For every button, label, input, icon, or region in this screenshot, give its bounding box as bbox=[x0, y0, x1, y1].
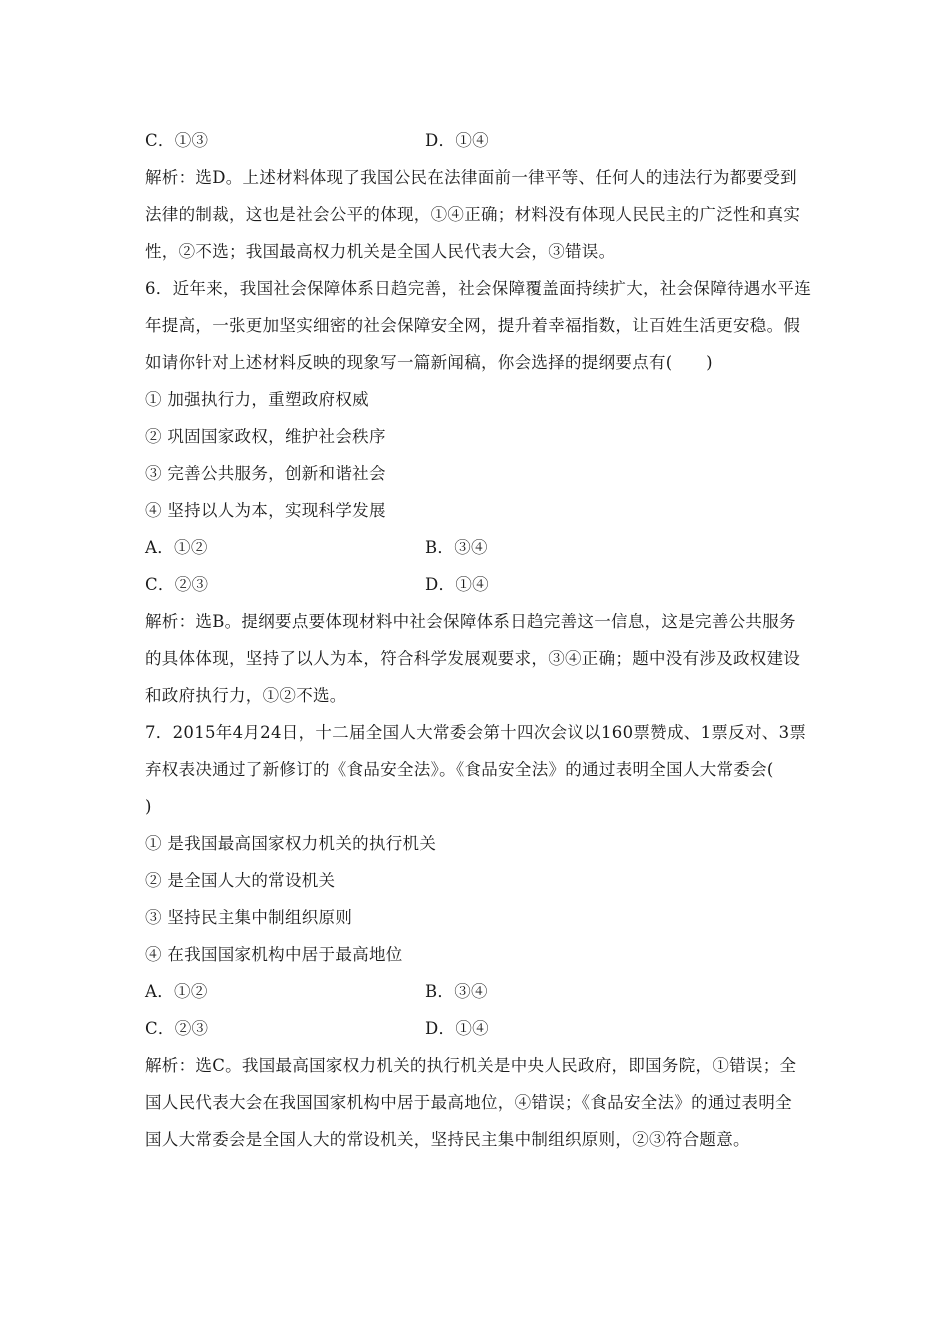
q5-options-cd bbox=[145, 122, 810, 159]
q6-analysis-line: 解析：选B。提纲要点要体现材料中社会保障体系日趋完善这一信息，这是完善公共服务 bbox=[145, 612, 796, 631]
q6-option-d[interactable]: D．①④ bbox=[425, 575, 489, 594]
q5-option-d[interactable]: D．①④ bbox=[425, 131, 489, 150]
q7-stem-line: 弃权表决通过了新修订的《食品安全法》。《食品安全法》的通过表明全国人大常委会( bbox=[145, 760, 774, 779]
document-page bbox=[145, 122, 810, 1158]
q6-options-ab bbox=[145, 529, 810, 566]
q7-options-ab bbox=[145, 973, 810, 1010]
q7-analysis-line: 国人大常委会是全国人大的常设机关，坚持民主集中制组织原则，②③符合题意。 bbox=[145, 1130, 750, 1149]
q5-analysis-line: 解析：选D。上述材料体现了我国公民在法律面前一律平等、任何人的违法行为都要受到 bbox=[145, 168, 797, 187]
q6-analysis-line: 和政府执行力，①②不选。 bbox=[145, 686, 347, 705]
q6-stem-line: 年提高，一张更加坚实细密的社会保障安全网，提升着幸福指数，让百姓生活更安稳。假 bbox=[145, 316, 801, 335]
q6-item-4: ④ 坚持以人为本，实现科学发展 bbox=[145, 501, 386, 520]
q6-item-3: ③ 完善公共服务，创新和谐社会 bbox=[145, 464, 386, 483]
q7-analysis-line: 国人民代表大会在我国国家机构中居于最高地位，④错误；《食品安全法》的通过表明全 bbox=[145, 1093, 792, 1112]
q6-item-1: ① 加强执行力，重塑政府权威 bbox=[145, 390, 369, 409]
q7-option-a[interactable]: A．①② bbox=[145, 982, 208, 1001]
q7-option-c[interactable]: C．②③ bbox=[145, 1019, 209, 1038]
q6-item-2: ② 巩固国家政权，维护社会秩序 bbox=[145, 427, 386, 446]
q7-item-2: ② 是全国人大的常设机关 bbox=[145, 871, 336, 890]
q7-stem-line: ) bbox=[145, 797, 152, 816]
q5-option-c[interactable]: C．①③ bbox=[145, 131, 209, 150]
q6-option-c[interactable]: C．②③ bbox=[145, 575, 209, 594]
q6-stem-line: 6．近年来，我国社会保障体系日趋完善，社会保障覆盖面持续扩大，社会保障待遇水平连 bbox=[145, 279, 811, 298]
q7-analysis-line: 解析：选C。我国最高国家权力机关的执行机关是中央人民政府，即国务院，①错误；全 bbox=[145, 1056, 797, 1075]
q7-option-d[interactable]: D．①④ bbox=[425, 1019, 489, 1038]
q7-option-b[interactable]: B．③④ bbox=[425, 982, 488, 1001]
q7-item-3: ③ 坚持民主集中制组织原则 bbox=[145, 908, 353, 927]
q7-item-4: ④ 在我国国家机构中居于最高地位 bbox=[145, 945, 403, 964]
q6-stem-line: 如请你针对上述材料反映的现象写一篇新闻稿，你会选择的提纲要点有( ) bbox=[145, 353, 713, 372]
q7-item-1: ① 是我国最高国家权力机关的执行机关 bbox=[145, 834, 437, 853]
q5-analysis-line: 法律的制裁，这也是社会公平的体现，①④正确；材料没有体现人民民主的广泛性和真实 bbox=[145, 205, 801, 224]
q6-options-cd bbox=[145, 566, 810, 603]
q7-stem-line: 7．2015年4月24日，十二届全国人大常委会第十四次会议以160票赞成、1票反对、3票 bbox=[145, 723, 807, 742]
q6-analysis-line: 的具体体现，坚持了以人为本，符合科学发展观要求，③④正确；题中没有涉及政权建设 bbox=[145, 649, 801, 668]
q7-options-cd bbox=[145, 1010, 810, 1047]
q6-option-a[interactable]: A．①② bbox=[145, 538, 208, 557]
q6-option-b[interactable]: B．③④ bbox=[425, 538, 488, 557]
q5-analysis-line: 性，②不选；我国最高权力机关是全国人民代表大会，③错误。 bbox=[145, 242, 616, 261]
